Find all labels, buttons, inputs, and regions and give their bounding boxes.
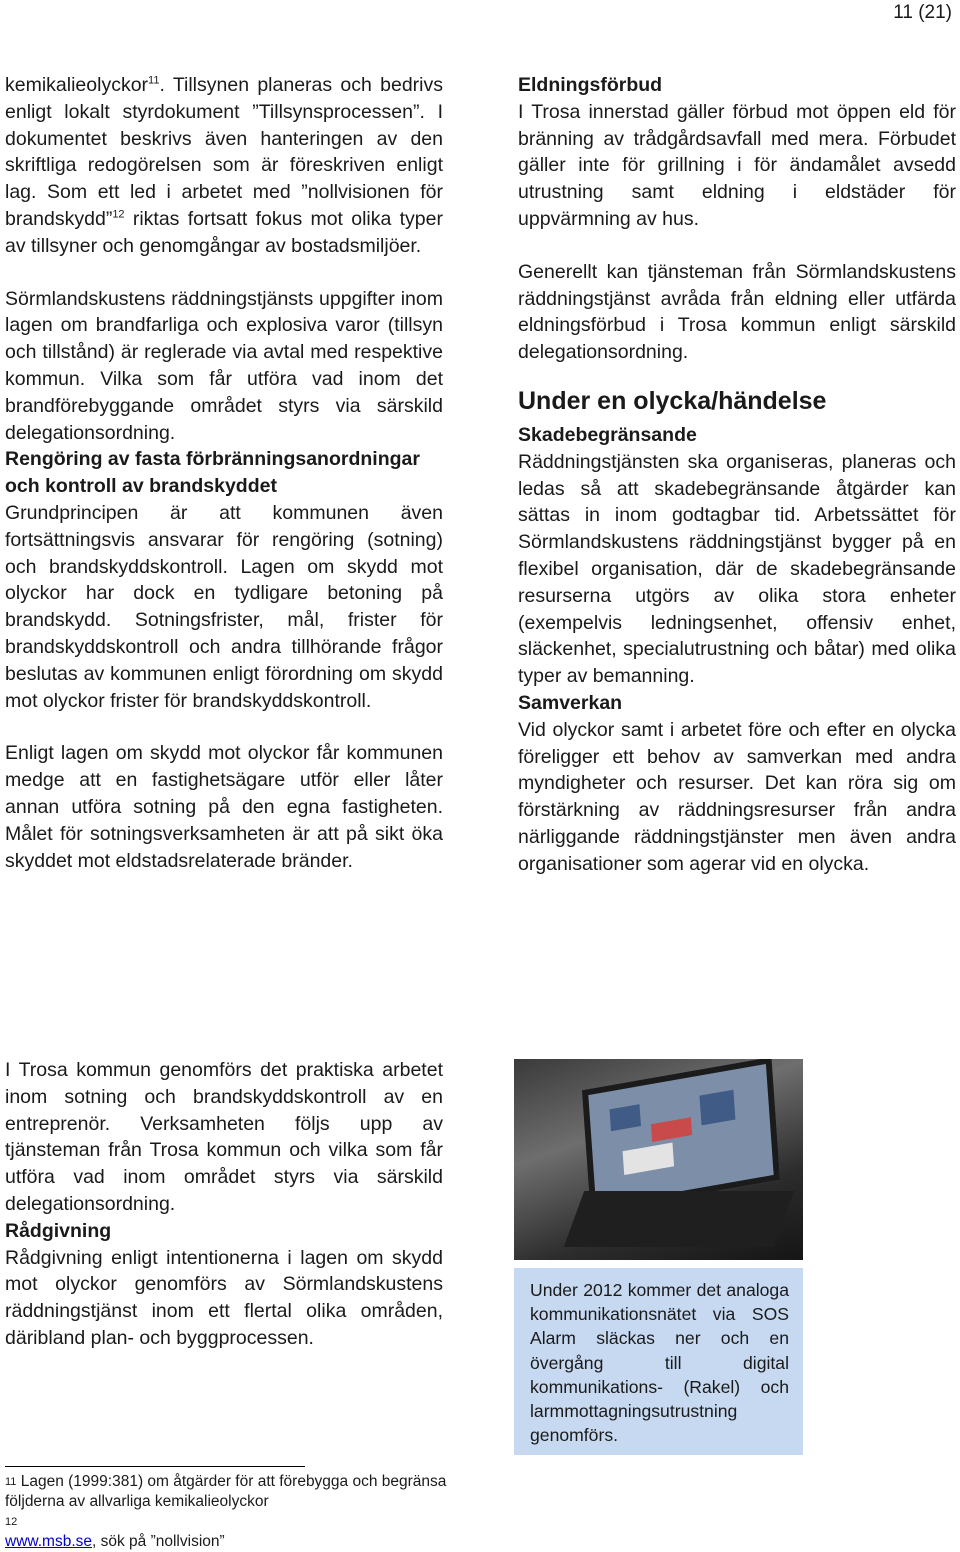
footnote-12 [5, 1512, 465, 1552]
paragraph-grundprincipen: Grundprincipen är att kommunen även fortsättningsvis ansvarar för rengöring (sotning) och brandskyddskontroll. Lagen om skydd mot olyckor har dock en tydligare betoning på brandskydd. Sotningsfrister, mål, frister för brandskyddskontroll och andra tillhörande frågor beslutas av kommunen enligt förordning om skydd mot olyckor frister för brandskyddskontroll. [5, 501, 443, 712]
right-column [518, 72, 956, 878]
heading-skadebegransande: Skadebegränsande [518, 423, 697, 446]
heading-under-olycka: Under en olycka/händelse [518, 386, 827, 415]
text-run: kemikalieolyckor [5, 74, 149, 96]
photo-keyboard [564, 1191, 794, 1247]
footnote-ref-11[interactable]: 11 [148, 74, 160, 87]
photo-map-block [699, 1090, 735, 1126]
left-column [5, 72, 443, 874]
msb-link[interactable]: www.msb.se [5, 1533, 92, 1550]
heading-radgivning: Rådgivning [5, 1219, 112, 1242]
photo-laptop-screen [582, 1059, 780, 1213]
photo-map-block [623, 1143, 675, 1175]
footnote-ref-12[interactable]: 12 [112, 208, 125, 221]
paragraph-trosa-entreprenor: I Trosa kommun genomförs det praktiska arbetet inom sotning och brandskyddskontroll av en entreprenör. Verksamheten följs upp av tjänsteman från Trosa kommun och vilka som får utföra vad inom området styrs via särskild delegationsordning. [5, 1059, 443, 1215]
paragraph-generellt: Generellt kan tjänsteman från Sörmlandskustens räddningstjänst avråda från eldning eller utfärda eldningsförbud i Trosa kommun enligt särskild delegationsordning. [518, 260, 956, 364]
info-box-text: Under 2012 kommer det analoga kommunikationsnätet via SOS Alarm släckas ner och en övergång till digital kommunikations- (Rakel) och larmmottagningsutrustning genomförs. [530, 1280, 789, 1446]
paragraph-radgivning: Rådgivning enligt intentionerna i lagen om skydd mot olyckor genomförs av Sörmlandskustens räddningstjänst inom ett flertal olika områden, däribland plan- och byggprocessen. [5, 1246, 443, 1349]
laptop-photo [514, 1059, 803, 1260]
footnote-text: Lagen (1999:381) om åtgärder för att förebygga och begränsa följderna av allvarliga kemikalieolyckor [5, 1473, 447, 1510]
left-column-lower [5, 1057, 443, 1352]
photo-map-block [610, 1104, 641, 1131]
paragraph-skadebegransande: Räddningstjänsten ska organiseras, planeras och ledas så att skadebegränsande åtgärder kan sättas in inom godtagbar tid. Arbetssättet för Sörmlandskustens räddningstjänst bygger på en flexibel organisation, där de skadebegränsande resurserna utgörs av olika stora enheter (exempelvis ledningsenhet, offensiv enhet, släckenhet, specialutrustning och båtar) med olika typer av bemanning. [518, 450, 956, 688]
page-number: 11 (21) [893, 2, 952, 23]
paragraph-tillsyn [5, 72, 443, 260]
info-box [514, 1268, 803, 1455]
heading-eldningsforbud: Eldningsförbud [518, 74, 663, 96]
photo-map-block [651, 1117, 692, 1142]
text-run: riktas fortsatt fokus mot olika typer av tillsyner och genomgångar av bostadsmiljöer. [5, 207, 443, 257]
text-run: . Tillsynen planeras och bedrivs enligt lokalt styrdokument ”Tillsynsprocessen”. I dokumentet beskrivs även hanteringen av den skriftliga redogörelsen som är föreskriven enligt lag. Som ett led i arbetet med ”nollvisionen för brandskydd” [5, 74, 443, 230]
paragraph-sotning: Enligt lagen om skydd mot olyckor får kommunen medge att en fastighetsägare utför eller låter annan utföra sotning på den egna fastigheten. Målet för sotningsverksamheten är att på sikt öka skyddet mot eldstadsrelaterade bränder. [5, 742, 443, 872]
footnote-text: , sök på ”nollvision” [92, 1533, 225, 1550]
footnote-number: 12 [5, 1516, 18, 1528]
paragraph-brandfarliga: Sörmlandskustens räddningstjänsts uppgifter inom lagen om brandfarliga och explosiva varor (tillsyn och tillstånd) är reglerade via avtal med respektive kommun. Vilka som får utföra vad inom det brandförebyggande området styrs via särskild delegationsordning. [5, 287, 443, 444]
heading-rengoring: Rengöring av fasta förbränningsanordningar och kontroll av brandskyddet [5, 448, 420, 498]
paragraph-samverkan: Vid olyckor samt i arbetet före och efter en olycka föreligger ett behov av samverkan med andra myndigheter och resurser. Det kan röra sig om förstärkning av räddningsresurser från andra närliggande räddningstjänster men även andra organisationer som agerar vid en olycka. [518, 718, 956, 875]
footnote-divider [5, 1466, 305, 1467]
heading-samverkan: Samverkan [518, 691, 623, 714]
paragraph-eldningsforbud: I Trosa innerstad gäller förbud mot öppen eld för bränning av trådgårdsavfall med mera. Förbudet gäller inte för grillning i för ändamålet avsedd utrustning samt eldning i eldstäder för uppvärmning av hus. [518, 100, 956, 230]
footnotes [5, 1472, 465, 1552]
footnote-number: 11 [5, 1476, 17, 1488]
footnote-11 [5, 1472, 465, 1512]
